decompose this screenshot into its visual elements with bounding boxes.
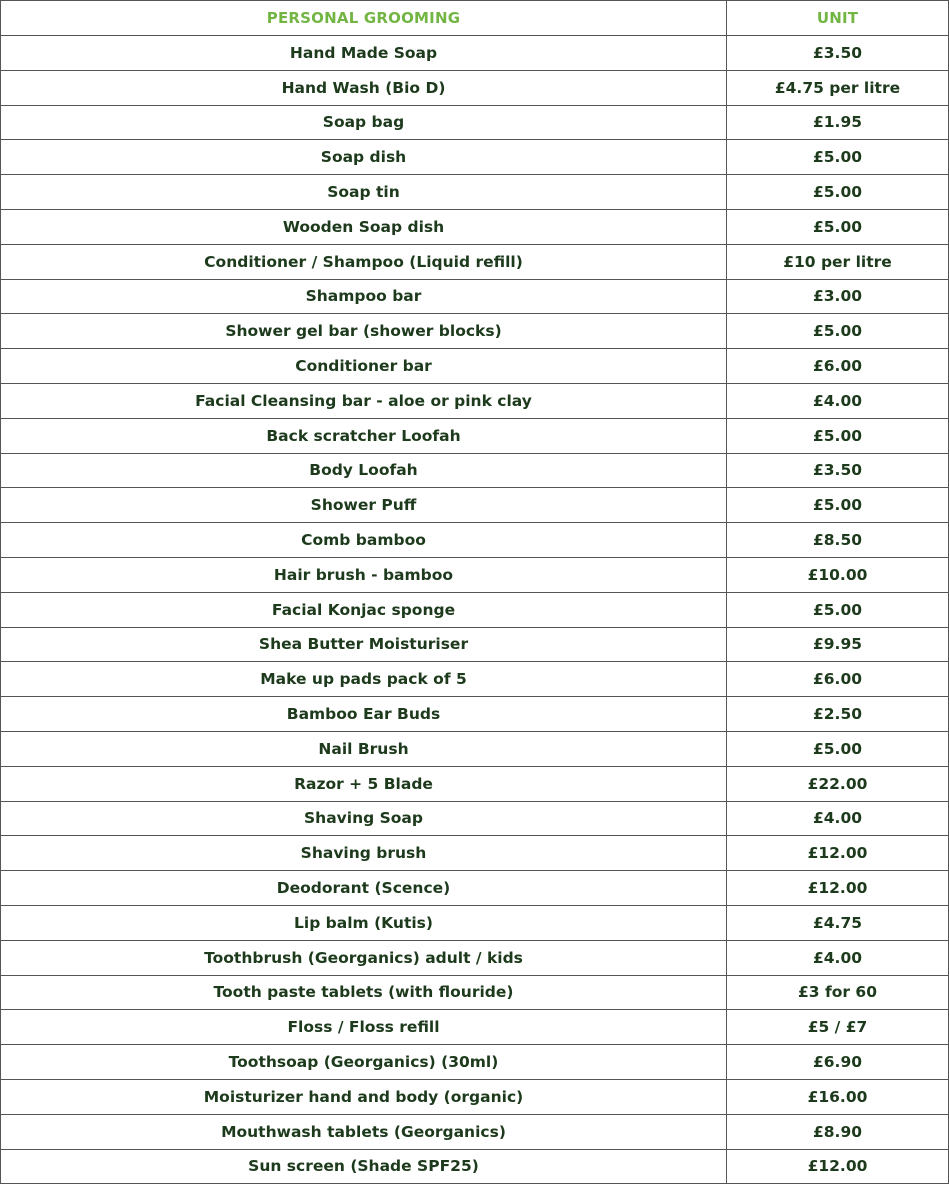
item-name-cell: Deodorant (Scence) bbox=[1, 871, 727, 906]
item-name-cell: Sun screen (Shade SPF25) bbox=[1, 1149, 727, 1184]
table-row bbox=[1, 975, 949, 1010]
item-name-cell: Body Loofah bbox=[1, 453, 727, 488]
item-name-cell: Shower Puff bbox=[1, 488, 727, 523]
table-row bbox=[1, 1114, 949, 1149]
item-name-cell: Toothbrush (Georganics) adult / kids bbox=[1, 940, 727, 975]
item-name-cell: Wooden Soap dish bbox=[1, 209, 727, 244]
table-row bbox=[1, 418, 949, 453]
table-row bbox=[1, 1045, 949, 1080]
unit-price-cell: £4.75 per litre bbox=[727, 70, 949, 105]
table-row bbox=[1, 905, 949, 940]
unit-price-cell: £5.00 bbox=[727, 140, 949, 175]
unit-price-cell: £12.00 bbox=[727, 871, 949, 906]
table-row bbox=[1, 836, 949, 871]
table-row bbox=[1, 1149, 949, 1184]
unit-price-cell: £4.00 bbox=[727, 801, 949, 836]
table-row bbox=[1, 105, 949, 140]
table-body bbox=[1, 36, 949, 1184]
unit-price-cell: £1.95 bbox=[727, 105, 949, 140]
unit-price-cell: £6.00 bbox=[727, 662, 949, 697]
item-name-cell: Hand Made Soap bbox=[1, 36, 727, 71]
item-name-cell: Soap dish bbox=[1, 140, 727, 175]
table-row bbox=[1, 140, 949, 175]
item-name-cell: Hand Wash (Bio D) bbox=[1, 70, 727, 105]
item-name-cell: Nail Brush bbox=[1, 731, 727, 766]
unit-price-cell: £3.50 bbox=[727, 36, 949, 71]
item-name-cell: Hair brush - bamboo bbox=[1, 557, 727, 592]
unit-price-cell: £12.00 bbox=[727, 836, 949, 871]
item-name-cell: Razor + 5 Blade bbox=[1, 766, 727, 801]
unit-price-cell: £3.00 bbox=[727, 279, 949, 314]
table-row bbox=[1, 592, 949, 627]
item-name-cell: Tooth paste tablets (with flouride) bbox=[1, 975, 727, 1010]
table-row bbox=[1, 209, 949, 244]
item-name-cell: Back scratcher Loofah bbox=[1, 418, 727, 453]
table-row bbox=[1, 871, 949, 906]
item-name-cell: Lip balm (Kutis) bbox=[1, 905, 727, 940]
table-row bbox=[1, 488, 949, 523]
item-name-cell: Bamboo Ear Buds bbox=[1, 697, 727, 732]
table-row bbox=[1, 453, 949, 488]
item-name-cell: Toothsoap (Georganics) (30ml) bbox=[1, 1045, 727, 1080]
column-header-unit: UNIT bbox=[727, 1, 949, 36]
item-name-cell: Conditioner bar bbox=[1, 349, 727, 384]
table-row bbox=[1, 279, 949, 314]
table-row bbox=[1, 523, 949, 558]
item-name-cell: Facial Konjac sponge bbox=[1, 592, 727, 627]
table-row bbox=[1, 349, 949, 384]
unit-price-cell: £10.00 bbox=[727, 557, 949, 592]
header-row bbox=[1, 1, 949, 36]
item-name-cell: Shower gel bar (shower blocks) bbox=[1, 314, 727, 349]
item-name-cell: Shea Butter Moisturiser bbox=[1, 627, 727, 662]
table-row bbox=[1, 557, 949, 592]
unit-price-cell: £8.50 bbox=[727, 523, 949, 558]
unit-price-cell: £8.90 bbox=[727, 1114, 949, 1149]
item-name-cell: Comb bamboo bbox=[1, 523, 727, 558]
item-name-cell: Shaving Soap bbox=[1, 801, 727, 836]
unit-price-cell: £10 per litre bbox=[727, 244, 949, 279]
table-row bbox=[1, 70, 949, 105]
item-name-cell: Facial Cleansing bar - aloe or pink clay bbox=[1, 383, 727, 418]
item-name-cell: Floss / Floss refill bbox=[1, 1010, 727, 1045]
item-name-cell: Conditioner / Shampoo (Liquid refill) bbox=[1, 244, 727, 279]
table-row bbox=[1, 1010, 949, 1045]
unit-price-cell: £6.00 bbox=[727, 349, 949, 384]
unit-price-cell: £4.00 bbox=[727, 940, 949, 975]
unit-price-cell: £3.50 bbox=[727, 453, 949, 488]
table-row bbox=[1, 36, 949, 71]
table-row bbox=[1, 766, 949, 801]
unit-price-cell: £4.75 bbox=[727, 905, 949, 940]
unit-price-cell: £5.00 bbox=[727, 731, 949, 766]
column-header-item: PERSONAL GROOMING bbox=[1, 1, 727, 36]
table-row bbox=[1, 1079, 949, 1114]
unit-price-cell: £3 for 60 bbox=[727, 975, 949, 1010]
item-name-cell: Shaving brush bbox=[1, 836, 727, 871]
table-row bbox=[1, 383, 949, 418]
unit-price-cell: £22.00 bbox=[727, 766, 949, 801]
table-row bbox=[1, 731, 949, 766]
unit-price-cell: £5 / £7 bbox=[727, 1010, 949, 1045]
table-row bbox=[1, 314, 949, 349]
unit-price-cell: £2.50 bbox=[727, 697, 949, 732]
item-name-cell: Mouthwash tablets (Georganics) bbox=[1, 1114, 727, 1149]
unit-price-cell: £5.00 bbox=[727, 209, 949, 244]
unit-price-cell: £6.90 bbox=[727, 1045, 949, 1080]
unit-price-cell: £16.00 bbox=[727, 1079, 949, 1114]
item-name-cell: Moisturizer hand and body (organic) bbox=[1, 1079, 727, 1114]
table-row bbox=[1, 801, 949, 836]
unit-price-cell: £5.00 bbox=[727, 418, 949, 453]
table-row bbox=[1, 627, 949, 662]
item-name-cell: Shampoo bar bbox=[1, 279, 727, 314]
table-row bbox=[1, 940, 949, 975]
table-row bbox=[1, 697, 949, 732]
unit-price-cell: £5.00 bbox=[727, 314, 949, 349]
item-name-cell: Soap bag bbox=[1, 105, 727, 140]
table-row bbox=[1, 662, 949, 697]
table-row bbox=[1, 244, 949, 279]
unit-price-cell: £12.00 bbox=[727, 1149, 949, 1184]
unit-price-cell: £4.00 bbox=[727, 383, 949, 418]
table-row bbox=[1, 175, 949, 210]
unit-price-cell: £9.95 bbox=[727, 627, 949, 662]
item-name-cell: Soap tin bbox=[1, 175, 727, 210]
unit-price-cell: £5.00 bbox=[727, 488, 949, 523]
item-name-cell: Make up pads pack of 5 bbox=[1, 662, 727, 697]
unit-price-cell: £5.00 bbox=[727, 592, 949, 627]
unit-price-cell: £5.00 bbox=[727, 175, 949, 210]
